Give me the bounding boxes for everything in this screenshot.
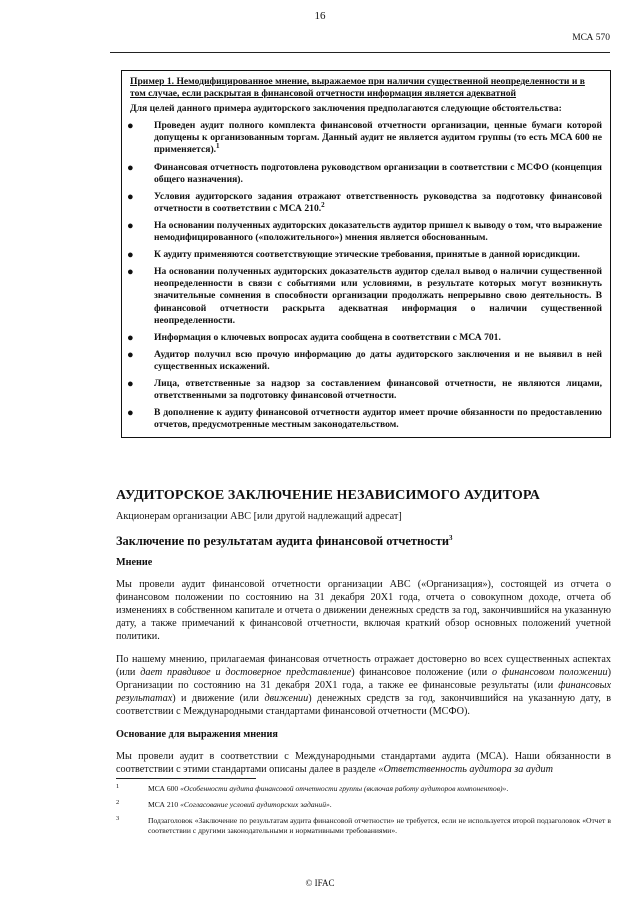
circumstance-text: Аудитор получил всю прочую информацию до даты аудиторского заключения и не выявил в ней существенных искажений. — [154, 348, 602, 372]
circumstance-item — [127, 249, 602, 262]
report-addressee: Акционерам организации ABC [или другой надлежащий адресат] — [116, 511, 402, 522]
opinion-heading: Мнение — [116, 557, 153, 569]
circumstance-item — [127, 120, 602, 156]
header-rule — [110, 52, 610, 53]
section-title-text: Заключение по результатам аудита финансовой отчетности — [116, 534, 450, 549]
bullet-icon: ● — [127, 190, 134, 203]
bullet-icon: ● — [127, 161, 134, 174]
circumstance-item — [127, 161, 602, 186]
footnote-text: Подзаголовок «Заключение по результатам аудита финансовой отчетности» не требуется, если не используется второй подзаголовок «Отчет в соответствии с другими законодательными и нормативными требованиями». — [148, 816, 611, 835]
bullet-icon: ● — [127, 266, 134, 279]
copyright: © IFAC — [305, 878, 335, 888]
footnote-number: 1 — [116, 783, 120, 790]
bullet-icon: ● — [127, 407, 134, 420]
basis-paragraph: Мы провели аудит в соответствии с Международными стандартами аудита (МСА). Наши обязанности в соответствии с этими стандартами описаны далее в разделе «Ответственность аудитора за аудит — [116, 751, 611, 776]
basis-heading: Основание для выражения мнения — [116, 729, 278, 741]
footnote-ref: 2 — [321, 200, 325, 209]
example-box — [121, 70, 611, 438]
section-title — [116, 534, 611, 549]
footnote-title: «Согласование условий аудиторских заданий» — [180, 800, 330, 809]
circumstance-text: В дополнение к аудиту финансовой отчетности аудитор имеет прочие обязанности по предоставлению отчетов, предусмотренные местным законодательством. — [154, 407, 602, 431]
opinion-paragraph-2: По нашему мнению, прилагаемая финансовая отчетность отражает достоверно во всех существенных аспектах (или дает правдивое и достоверное представление) финансовое положение (или о финансовом положении) Организации по состоянию на 31 декабря 20X1 года, а также ее финансовые результаты (или финансовых результатах) и движение (или движении) денежных средств за год, закончившийся на указанную дату, в соответствии с Международными стандартами финансовой отчетности (МСФО). — [116, 654, 612, 718]
circumstance-text: На основании полученных аудиторских доказательств аудитор пришел к выводу о том, что выражение немодифицированного («положительного») мнения является обоснованным. — [154, 219, 602, 244]
footnotes — [116, 784, 611, 842]
bullet-icon: ● — [127, 219, 134, 232]
footnote-number: 3 — [116, 815, 120, 822]
circumstance-text: Лица, ответственные за надзор за составлением финансовой отчетности, не являются лицами, ответственными за подготовку финансовой отчетности. — [154, 377, 602, 402]
footnote-text: МСА 210 — [148, 800, 181, 809]
footnote-suffix: . — [506, 784, 509, 793]
circumstance-text: На основании полученных аудиторских доказательств аудитор сделал вывод о наличии существенной неопределенности в связи с событиями или условиями, в результате которых могут возникнуть значительные сомнения в способности организации продолжать непрерывно свою деятельность. В финансовой отчетности раскрыта адекватная информация о наличии существенной неопределенности. — [154, 266, 602, 326]
footnote-suffix: . — [329, 800, 332, 809]
circumstance-item — [127, 219, 602, 244]
example-intro: Для целей данного примера аудиторского заключения предполагаются следующие обстоятельства: — [130, 103, 562, 115]
footnote-ref: 1 — [216, 142, 220, 151]
footnote — [116, 800, 611, 810]
example-title: Пример 1. Немодифицированное мнение, выражаемое при наличии существенной неопределенности и в том случае, если раскрытая в финансовой отчетности информация является адекватной — [130, 76, 585, 100]
circumstance-text: Проведен аудит полного комплекта финансовой отчетности организации, ценные бумаги которой допущены к организованным торгам. Данный аудит не является аудитом группы (то есть МСА 600 не применяется). — [154, 120, 602, 156]
circumstance-item — [127, 348, 602, 373]
opinion-paragraph-1: Мы провели аудит финансовой отчетности организации ABC («Организация»), состоящей из отчета о финансовом положении по состоянию на 31 декабря 20X1 года, отчета о совокупном доходе, отчета об изменениях в собственном капитале и отчета о движении денежных средств за год, закончившийся на указанную дату, а также примечаний к финансовой отчетности, включая краткий обзор основных положений учетной политики. — [116, 579, 611, 643]
circumstance-text: Информация о ключевых вопросах аудита сообщена в соответствии с МСА 701. — [154, 331, 501, 343]
circumstance-item — [127, 266, 602, 326]
circumstance-text: Финансовая отчетность подготовлена руководством организации в соответствии с МСФО (концепция общего назначения). — [154, 161, 602, 185]
footnote-ref: 3 — [449, 534, 453, 542]
footnote-title: «Особенности аудита финансовой отчетности группы (включая работу аудиторов компонентов)» — [180, 784, 507, 793]
bullet-icon: ● — [127, 377, 134, 390]
circumstance-text: Условия аудиторского задания отражают ответственность руководства за подготовку финансовой отчетности в соответствии с МСА 210. — [154, 190, 602, 214]
circumstance-item — [127, 190, 602, 215]
document-code: МСА 570 — [572, 33, 610, 43]
bullet-icon: ● — [127, 120, 134, 133]
bullet-icon: ● — [127, 348, 134, 361]
footnote-number: 2 — [116, 799, 120, 806]
circumstance-item — [127, 331, 602, 344]
footnote — [116, 784, 611, 794]
bullet-icon: ● — [127, 249, 134, 262]
circumstance-item — [127, 407, 602, 431]
footnote — [116, 816, 611, 836]
circumstances-list — [127, 120, 602, 431]
bullet-icon: ● — [127, 331, 134, 344]
footnote-text: МСА 600 — [148, 784, 181, 793]
report-title: АУДИТОРСКОЕ ЗАКЛЮЧЕНИЕ НЕЗАВИСИМОГО АУДИТОРА — [116, 488, 540, 503]
page-number: 16 — [314, 10, 326, 22]
auditor-report — [116, 488, 611, 776]
circumstance-item — [127, 377, 602, 402]
footnote-rule — [116, 778, 256, 779]
circumstance-text: К аудиту применяются соответствующие этические требования, принятые в данной юрисдикции. — [154, 249, 580, 261]
